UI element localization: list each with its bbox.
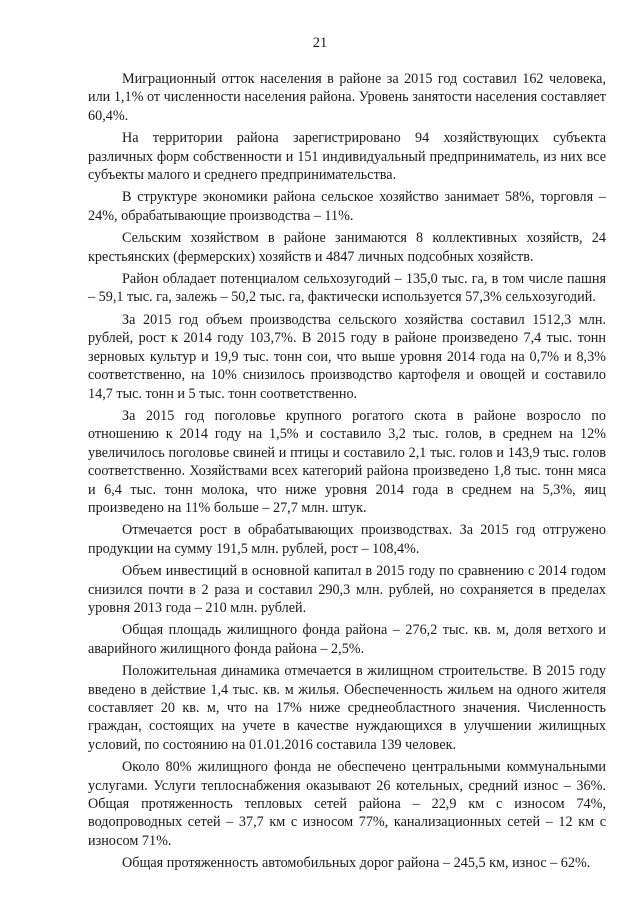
paragraph-farms: Сельским хозяйством в районе занимаются 8 коллективных хозяйств, 24 крестьянских (фермерских) хозяйств и 4847 личных подсобных хозяйств. xyxy=(88,230,606,265)
paragraph-migration: Миграционный отток населения в районе за 2015 год составил 162 человека, или 1,1% от численности населения района. Уровень занятости населения составляет 60,4%. xyxy=(88,71,606,124)
paragraph-housing-stock: Общая площадь жилищного фонда района – 276,2 тыс. кв. м, доля ветхого и аварийного жилищного фонда района – 2,5%. xyxy=(88,622,606,657)
paragraph-housing-construction: Положительная динамика отмечается в жилищном строительстве. В 2015 году введено в действие 1,4 тыс. кв. м жилья. Обеспеченность жильем на одного жителя составляет 20 кв. м, что на 17% ниже среднеобластного значения. Численность граждан, состоящих на учете в качестве нуждающихся в улучшении жилищных условий, по состоянию на 01.01.2016 составила 139 человек. xyxy=(88,663,606,753)
body-text xyxy=(88,70,606,877)
paragraph-business-entities: На территории района зарегистрировано 94 хозяйствующих субъекта различных форм собственности и 151 индивидуальный предприниматель, из них все субъекты малого и среднего предпринимательства. xyxy=(88,130,606,184)
paragraph-agriculture-output: За 2015 год объем производства сельского хозяйства составил 1512,3 млн. рублей, рост к 2014 году 103,7%. В 2015 году в районе произведено 7,4 тыс. тонн зерновых культур и 19,9 тыс. тонн сои, что выше уровня 2014 года на 0,7% и 8,3% соответственно, на 10% снизилось производство картофеля и овощей и составило 14,7 тыс. тонн и 5 тыс. тонн соответственно. xyxy=(88,311,606,402)
paragraph-manufacturing: Отмечается рост в обрабатывающих производствах. За 2015 год отгружено продукции на сумму 191,5 млн. рублей, рост – 108,4%. xyxy=(88,522,606,557)
paragraph-economy-structure: В структуре экономики района сельское хозяйство занимает 58%, торговля – 24%, обрабатывающие производства – 11%. xyxy=(88,189,606,224)
paragraph-utilities: Около 80% жилищного фонда не обеспечено центральными коммунальными услугами. Услуги теплоснабжения оказывают 26 котельных, средний износ – 36%. Общая протяженность тепловых сетей района – 22,9 км с износом 74%, водопроводных сетей – 37,7 км с износом 77%, канализационных сетей – 12 км с износом 71%. xyxy=(88,759,606,849)
paragraph-roads: Общая протяженность автомобильных дорог района – 245,5 км, износ – 62%. xyxy=(122,855,591,872)
page-number: 21 xyxy=(312,35,328,51)
paragraph-livestock: За 2015 год поголовье крупного рогатого скота в районе возросло по отношению к 2014 году на 1,5% и составило 3,2 тыс. голов, в среднем на 12% увеличилось поголовье свиней и птицы и составило 2,1 тыс. голов и 143,9 тыс. голов соответственно. Хозяйствами всех категорий района произведено 1,8 тыс. тонн мяса и 6,4 тыс. тонн молока, что ниже уровня 2014 года в среднем на 5,3%, яиц произведено на 11% больше – 27,7 млн. штук. xyxy=(88,407,606,516)
paragraph-farmland: Район обладает потенциалом сельхозугодий – 135,0 тыс. га, в том числе пашня – 59,1 тыс. га, залежь – 50,2 тыс. га, фактически используется 57,3% сельхозугодий. xyxy=(88,271,606,306)
paragraph-investment: Объем инвестиций в основной капитал в 2015 году по сравнению с 2014 годом снизился почти в 2 раза и составил 290,3 млн. рублей, но сохраняется в пределах уровня 2013 года – 210 млн. рублей. xyxy=(88,563,606,616)
